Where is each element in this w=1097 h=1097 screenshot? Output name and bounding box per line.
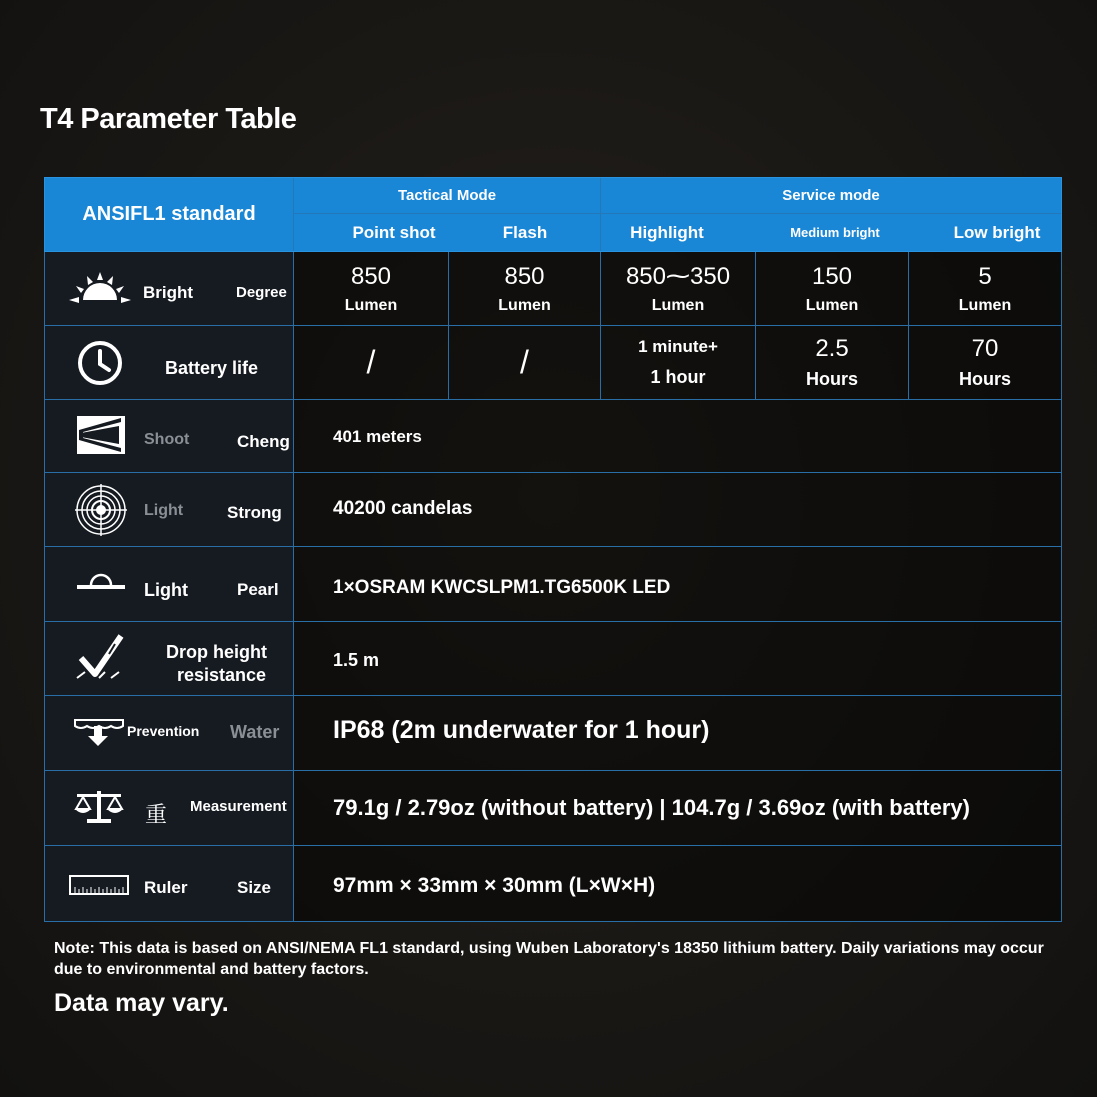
shoot-label: Shoot: [144, 431, 190, 448]
point-shot-header: Point shot: [352, 222, 436, 242]
light-label: Light: [144, 502, 184, 519]
medium-bright-header: Medium bright: [790, 225, 880, 240]
drop-value: 1.5 m: [333, 650, 380, 670]
table-header: [44, 177, 1062, 252]
drop-height-label: Drop height: [166, 642, 267, 662]
battery-row: [44, 326, 1062, 400]
ruler-icon: [69, 875, 129, 895]
standard-header: ANSIFL1 standard: [82, 203, 256, 225]
highlight-header: Highlight: [630, 222, 704, 242]
sun-icon: [67, 266, 133, 312]
intensity-row: [44, 473, 1062, 547]
beam-icon: [75, 414, 127, 456]
water-label: Water: [230, 722, 280, 742]
drop-row: [44, 622, 1062, 696]
water-value: IP68 (2m underwater for 1 hour): [333, 716, 710, 744]
measurement-label: Measurement: [190, 798, 287, 815]
size-value: 97mm × 33mm × 30mm (L×W×H): [333, 874, 656, 897]
flash-runtime: /: [520, 344, 529, 380]
weight-value: 79.1g / 2.79oz (without battery) | 104.7g / 3.69oz (with battery): [333, 795, 970, 820]
target-icon: [75, 484, 127, 536]
range-row: [44, 400, 1062, 473]
weight-glyph: 重: [145, 802, 168, 827]
led-label-light: Light: [144, 580, 188, 600]
ruler-label: Ruler: [144, 878, 188, 897]
brightness-row: [44, 252, 1062, 326]
weight-row: [44, 771, 1062, 846]
footnote: Note: This data is based on ANSI/NEMA FL1 standard, using Wuben Laboratory's 18350 lithium battery. Daily variations may occur due to environmental and battery factors.: [54, 940, 1044, 978]
led-row: [44, 547, 1062, 622]
degree-label: Degree: [236, 284, 287, 301]
prevention-label: Prevention: [127, 723, 200, 739]
cheng-label: Cheng: [237, 432, 290, 451]
low-bright-header: Low bright: [953, 222, 1041, 242]
highlight-runtime: 1 minute+ 1 hour: [638, 337, 718, 387]
parameter-table: [44, 177, 1062, 922]
drop-test-icon: [75, 632, 127, 682]
point-shot-lumen: 850 Lumen: [344, 262, 398, 314]
led-label-pearl: Pearl: [237, 580, 279, 599]
scale-icon: [73, 789, 125, 825]
medium-runtime: 2.5 Hours: [805, 335, 858, 389]
led-icon: [75, 571, 127, 593]
medium-lumen: 150 Lumen: [805, 262, 859, 314]
brightness-label: Bright: [143, 283, 194, 302]
battery-life-label: Battery life: [165, 358, 259, 378]
intensity-value: 40200 candelas: [333, 498, 473, 519]
range-value: 401 meters: [333, 427, 422, 446]
strong-label: Strong: [227, 503, 282, 522]
service-mode-header: Service mode: [782, 187, 880, 204]
size-label: Size: [237, 878, 272, 897]
water-row: [44, 696, 1062, 771]
page-title: T4 Parameter Table: [40, 103, 297, 135]
low-runtime: 70 Hours: [958, 335, 1011, 389]
tactical-mode-header: Tactical Mode: [397, 187, 497, 204]
point-shot-runtime: /: [366, 344, 376, 380]
disclaimer: Data may vary.: [54, 989, 229, 1017]
resistance-label: resistance: [177, 665, 267, 685]
waterproof-icon: [73, 716, 125, 748]
led-value: 1×OSRAM KWCSLPM1.TG6500K LED: [333, 577, 671, 598]
highlight-lumen: 850⁓350 Lumen: [625, 263, 731, 314]
clock-icon: [76, 339, 124, 387]
flash-header: Flash: [502, 222, 548, 242]
low-lumen: 5 Lumen: [958, 262, 1012, 314]
size-row: [44, 846, 1062, 922]
flash-lumen: 850 Lumen: [498, 262, 551, 314]
